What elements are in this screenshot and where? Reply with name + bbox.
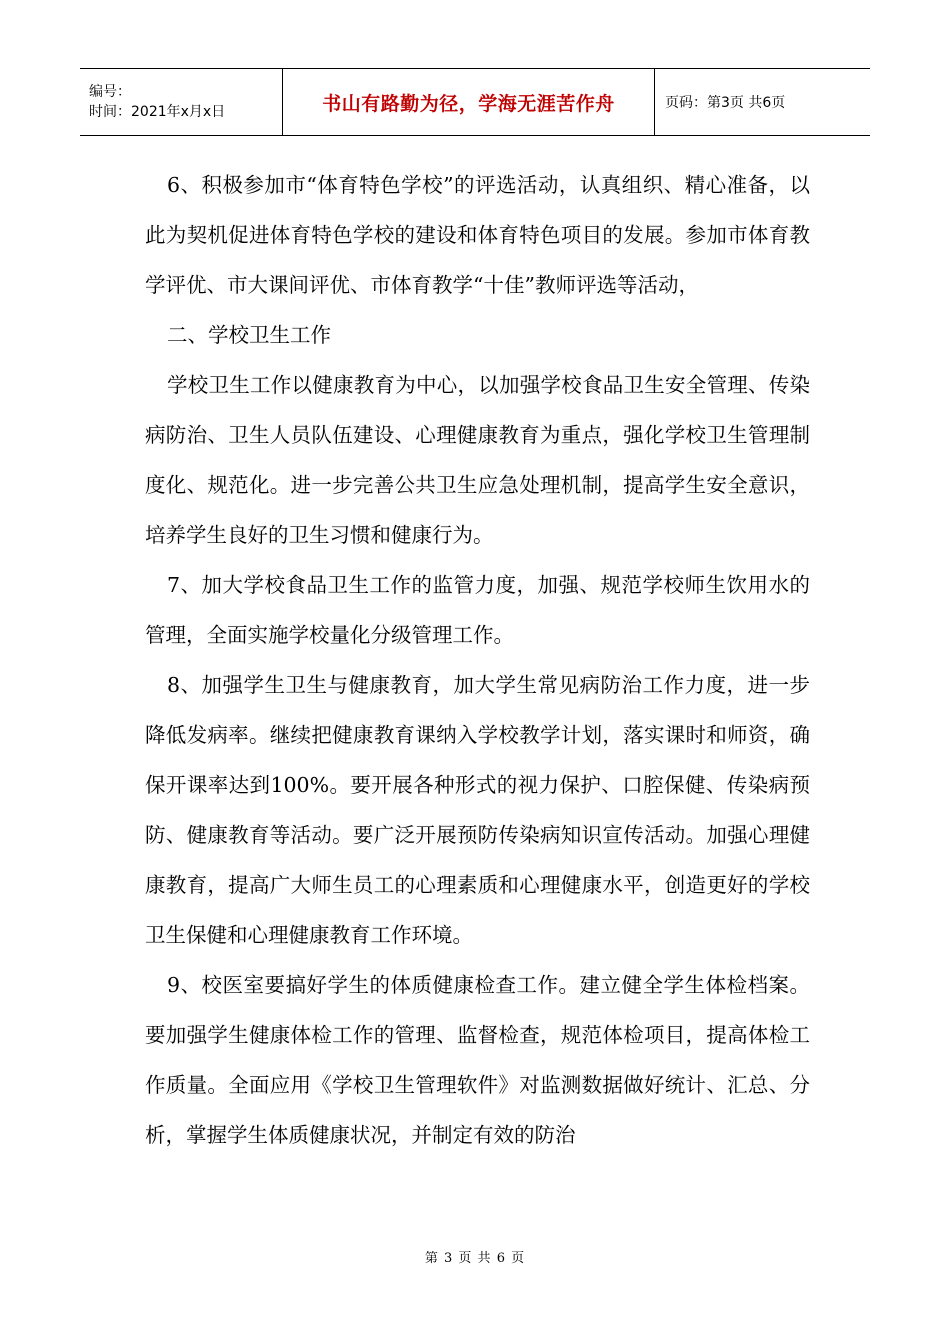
page-header bbox=[80, 68, 870, 136]
document-time-label: 时间：2021年x月x日 bbox=[89, 104, 226, 120]
header-page-info-cell bbox=[655, 69, 870, 135]
header-page-info: 页码：第3页 共6页 bbox=[665, 95, 786, 111]
header-motto: 书山有路勤为径，学海无涯苦作舟 bbox=[322, 92, 615, 115]
section-heading-school-health: 二、学校卫生工作 bbox=[167, 323, 331, 347]
paragraph-item-8: 8、加强学生卫生与健康教育，加大学生常见病防治工作力度，进一步降低发病率。继续把健康教育课纳入学校教学计划，落实课时和师资，确保开课率达到100%。要开展各种形式的视力保护、口腔保健、传染病预防、健康教育等活动。要广泛开展预防传染病知识宣传活动。加强心理健康教育，提高广大师生员工的心理素质和心理健康水平，创造更好的学校卫生保健和心理健康教育工作环境。 bbox=[145, 673, 810, 947]
paragraph-item-9: 9、校医室要搞好学生的体质健康检查工作。建立健全学生体检档案。要加强学生健康体检工作的管理、监督检查，规范体检项目，提高体检工作质量。全面应用《学校卫生管理软件》对监测数据做好统计、汇总、分析，掌握学生体质健康状况，并制定有效的防治 bbox=[145, 973, 810, 1147]
document-body bbox=[145, 160, 810, 1160]
paragraph-item-6: 6、积极参加市“体育特色学校”的评选活动，认真组织、精心准备，以此为契机促进体育特色学校的建设和体育特色项目的发展。参加市体育教学评优、市大课间评优、市体育教学“十佳”教师评选等活动， bbox=[145, 173, 810, 297]
paragraph-health-intro: 学校卫生工作以健康教育为中心，以加强学校食品卫生安全管理、传染病防治、卫生人员队伍建设、心理健康教育为重点，强化学校卫生管理制度化、规范化。进一步完善公共卫生应急处理机制，提高学生安全意识，培养学生良好的卫生习惯和健康行为。 bbox=[145, 373, 810, 547]
header-motto-cell bbox=[283, 69, 655, 135]
header-meta bbox=[80, 69, 283, 135]
paragraph-item-7: 7、加大学校食品卫生工作的监管力度，加强、规范学校师生饮用水的管理，全面实施学校量化分级管理工作。 bbox=[145, 573, 810, 647]
page-footer: 第 3 页 共 6 页 bbox=[424, 1251, 526, 1266]
document-number-label: 编号： bbox=[89, 84, 131, 100]
